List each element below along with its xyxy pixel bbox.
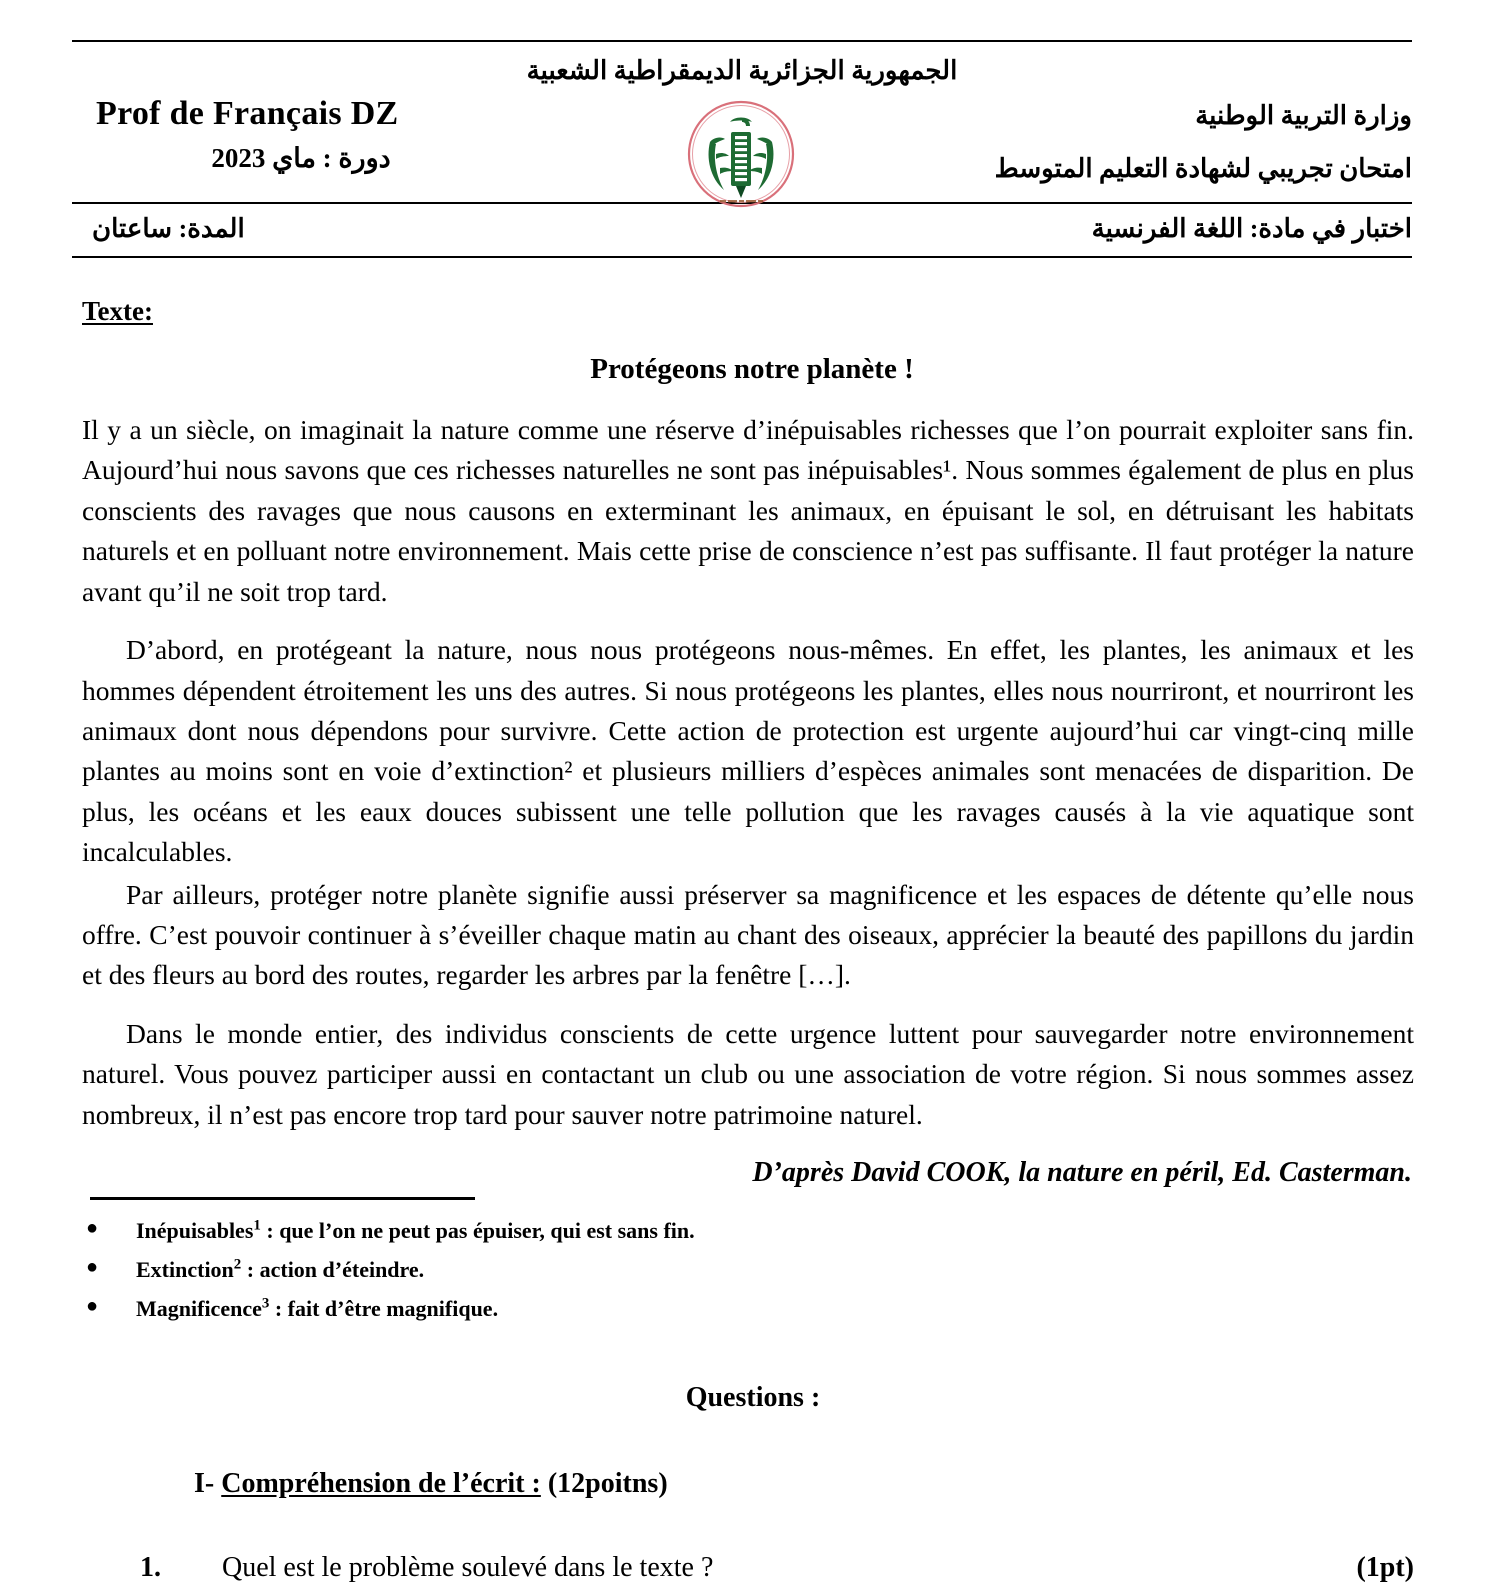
list-item xyxy=(82,1256,1414,1283)
footnote-definition: : que l’on ne peut pas épuiser, qui est sans fin. xyxy=(260,1218,695,1244)
list-item xyxy=(82,1295,1414,1322)
footnote-definition: : fait d’être magnifique. xyxy=(269,1296,499,1322)
header-bottom-rule xyxy=(72,256,1412,258)
source-attribution: D’après David COOK, la nature en péril, Ed. Casterman. xyxy=(752,1157,1412,1189)
document-body xyxy=(82,296,1414,1584)
page-header xyxy=(72,40,1412,258)
header-bottom-row xyxy=(72,204,1412,256)
section-comprehension-heading xyxy=(82,1468,1414,1500)
texte-label: Texte: xyxy=(82,296,153,326)
questions-heading: Questions : xyxy=(685,1382,821,1414)
subject-label: اختبار في مادة: اللغة الفرنسية xyxy=(1091,214,1412,243)
header-top-row xyxy=(72,42,1412,94)
paragraph-1: Il y a un siècle, on imaginait la nature comme une réserve d’inépuisables richesses que l’on pourrait exploiter sans fin. Aujourd’hui nous savons que ces richesses naturelles ne sont pas inépuisables¹. Nous sommes également de plus en plus conscients des ravages que nous causons en exterminant les animaux, en épuisant le sol, en détruisant les habitats naturels et en polluant notre environnement. Mais cette prise de conscience n’est pas suffisante. Il faut protéger la nature avant qu’il ne soit trop tard. xyxy=(82,414,1414,607)
footnote-ref: 2 xyxy=(233,1256,242,1273)
header-right-block xyxy=(792,96,1412,188)
footnote-list xyxy=(82,1217,1414,1322)
ministry-label: وزارة التربية الوطنية xyxy=(1195,101,1412,130)
header-left-block xyxy=(96,94,516,174)
bullet-icon: ● xyxy=(86,1256,99,1279)
text-title: Protégeons notre planète ! xyxy=(590,353,914,385)
question-points: (1pt) xyxy=(1356,1552,1414,1584)
question-item-1 xyxy=(82,1552,1414,1584)
section-title: Compréhension de l’écrit : xyxy=(221,1468,541,1500)
footnote-term: Inépuisables xyxy=(136,1218,254,1244)
footnote-term: Extinction xyxy=(136,1257,234,1283)
bullet-icon: ● xyxy=(86,1217,99,1240)
question-number: 1. xyxy=(140,1552,161,1584)
paragraph-3: Par ailleurs, protéger notre planète signifie aussi préserver sa magnificence et les espaces de détente qu’elle nous offre. C’est pouvoir continuer à s’éveiller chaque matin au chant des oiseaux, apprécier la beauté des papillons du jardin et des fleurs au bord des routes, regarder les arbres par la fenêtre […]. xyxy=(82,878,1414,991)
question-text: Quel est le problème soulevé dans le texte ? xyxy=(222,1552,714,1584)
footnote-ref: 3 xyxy=(261,1295,270,1312)
footnote-definition: : action d’éteindre. xyxy=(241,1257,425,1283)
section-prefix: I- xyxy=(194,1468,222,1500)
session-label: دورة : ماي 2023 xyxy=(211,143,391,174)
paragraph-2: D’abord, en protégeant la nature, nous nous protégeons nous-mêmes. En effet, les plantes, les animaux et les hommes dépendent étroitement les uns des autres. Si nous protégeons les plantes, elles nous nourriront, et nourriront les animaux dont nous dépendons pour survivre. Cette action de protection est urgente aujourd’hui car vingt-cinq mille plantes au moins sont en voie d’extinction² et plusieurs milliers d’espèces animales sont menacées de disparition. De plus, les océans et les eaux douces subissent une telle pollution que les ravages causés à la vie aquatique sont incalculables. xyxy=(82,634,1414,868)
brand-title: Prof de Français DZ xyxy=(96,95,399,132)
exam-type-label: امتحان تجريبي لشهادة التعليم المتوسط xyxy=(994,154,1412,183)
header-middle-row xyxy=(72,94,1412,202)
footnote-separator xyxy=(90,1197,475,1200)
section-points: (12poitns) xyxy=(540,1468,668,1500)
footnote-term: Magnificence xyxy=(136,1296,262,1322)
duration-label: المدة: ساعتان xyxy=(92,214,245,243)
national-title: الجمهورية الجزائرية الديمقراطية الشعبية xyxy=(526,56,958,85)
list-item xyxy=(82,1217,1414,1244)
bullet-icon: ● xyxy=(86,1295,99,1318)
ministry-of-education-emblem-icon xyxy=(680,96,802,218)
paragraph-4: Dans le monde entier, des individus conscients de cette urgence luttent pour sauvegarder notre environnement naturel. Vous pouvez participer aussi en contactant un club ou une association de votre région. Si nous sommes assez nombreux, il n’est pas encore trop tard pour sauver notre patrimoine naturel. xyxy=(82,1017,1414,1130)
footnote-ref: 1 xyxy=(253,1217,261,1234)
